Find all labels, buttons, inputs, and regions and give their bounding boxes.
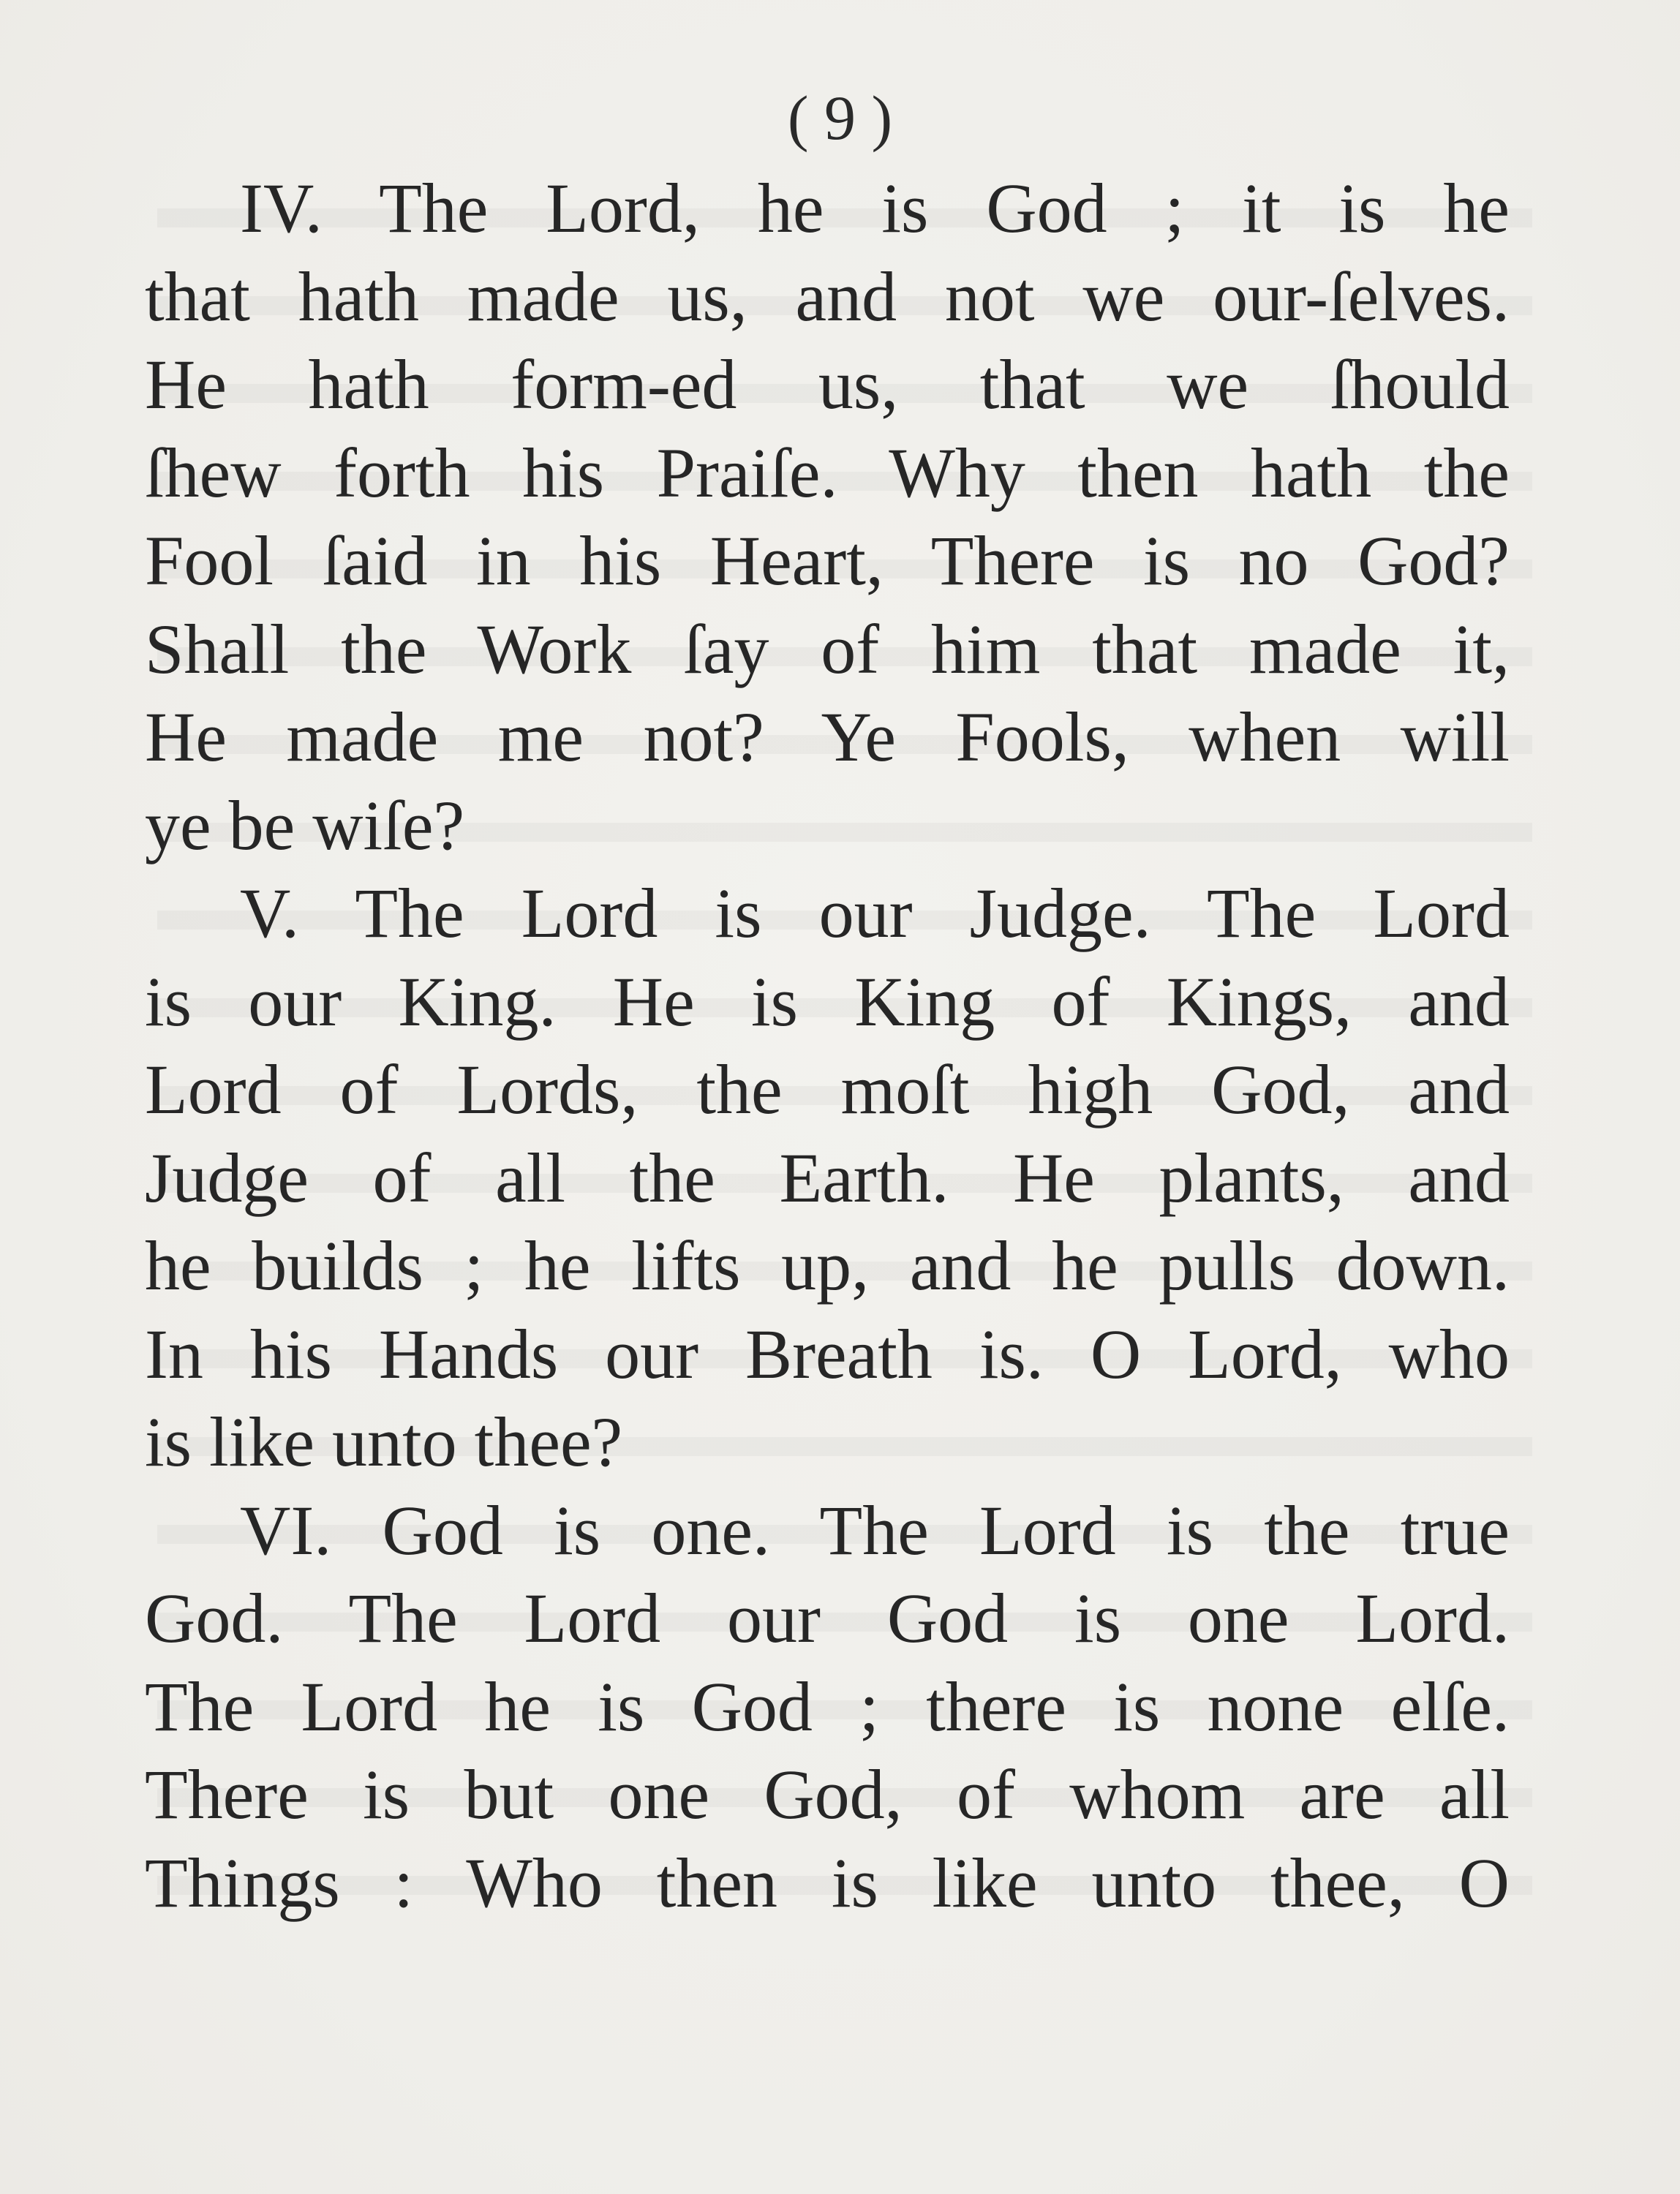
text-line: he builds ; he lifts up, and he pulls down. bbox=[145, 1226, 1510, 1305]
text-line: He hath form-ed us, that we ſhould bbox=[145, 345, 1510, 423]
text-line: Fool ſaid in his Heart, There is no God? bbox=[145, 521, 1510, 600]
text-line: Judge of all the Earth. He plants, and bbox=[145, 1138, 1510, 1217]
text-line: Shall the Work ſay of him that made it, bbox=[145, 609, 1510, 688]
text-line: In his Hands our Breath is. O Lord, who bbox=[145, 1314, 1510, 1393]
text-line: There is but one God, of whom are all bbox=[145, 1755, 1510, 1833]
text-line: He made me not? Ye Fools, when will bbox=[145, 698, 1510, 776]
body-text bbox=[145, 165, 1510, 1927]
page-number: ( 9 ) bbox=[787, 83, 893, 153]
text-line: Things : Who then is like unto thee, O bbox=[145, 1843, 1510, 1922]
text-line: that hath made us, and not we our-ſelves. bbox=[145, 257, 1510, 336]
text-line: V. The Lord is our Judge. The Lord bbox=[240, 874, 1510, 952]
text-line: is our King. He is King of Kings, and bbox=[145, 962, 1510, 1041]
text-line: God. The Lord our God is one Lord. bbox=[145, 1579, 1510, 1657]
text-line: VI. God is one. The Lord is the true bbox=[240, 1490, 1510, 1569]
text-line: Lord of Lords, the moſt high God, and bbox=[145, 1050, 1510, 1128]
text-line: ye be wiſe? bbox=[145, 785, 465, 864]
text-line: IV. The Lord, he is God ; it is he bbox=[240, 169, 1510, 247]
text-line: The Lord he is God ; there is none elſe. bbox=[145, 1667, 1510, 1746]
text-line: is like unto thee? bbox=[145, 1403, 623, 1481]
text-line: ſhew forth his Praiſe. Why then hath the bbox=[145, 433, 1510, 512]
